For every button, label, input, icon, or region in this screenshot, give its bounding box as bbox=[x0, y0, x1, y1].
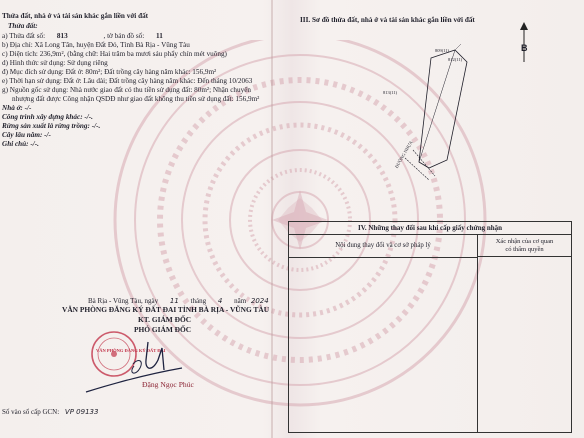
trees-line: Cây lâu năm: -/- bbox=[2, 131, 51, 139]
date-year-label: năm bbox=[234, 297, 247, 305]
construction-line: Công trình xây dựng khác: -/-. bbox=[2, 113, 93, 121]
left-section-title: Thửa đất, nhà ở và tài sản khác gắn liền với đất bbox=[2, 12, 149, 20]
registry-line bbox=[2, 408, 98, 416]
area-line: c) Diện tích: 236,9m², (bằng chữ: Hai trăm ba mươi sáu phẩy chín mét vuông) bbox=[2, 50, 227, 58]
parcel-number-value: 813 bbox=[56, 32, 68, 40]
origin-line: g) Nguồn gốc sử dụng: Nhà nước giao đất có thu tiền sử dụng đất: 80m²; Nhận chuyển bbox=[2, 86, 251, 94]
map-label-809: 809(11) bbox=[435, 48, 450, 53]
map-label-812: 812(11) bbox=[448, 57, 463, 62]
changes-table bbox=[288, 221, 572, 433]
date-year: 2024 bbox=[250, 297, 269, 305]
page-fold bbox=[271, 0, 273, 438]
parcel-number-line bbox=[2, 32, 163, 40]
origin-line-2: nhượng đất được Công nhận QSDĐ như giao đất không thu tiền sử dụng đất: 156,9m² bbox=[12, 95, 260, 103]
forest-line: Rừng sản xuất là rừng trồng: -/-. bbox=[2, 122, 101, 130]
map-label-813: 813(11) bbox=[383, 90, 398, 95]
changes-table-col-confirm bbox=[478, 235, 571, 257]
handwritten-signature bbox=[78, 330, 188, 400]
north-label: B bbox=[521, 43, 528, 53]
map-sheet-label: , tờ bản đồ số: bbox=[103, 32, 145, 40]
usage-purpose-line: đ) Mục đích sử dụng: Đất ở: 80m²; Đất trồng cây hàng năm khác: 156,9m² bbox=[2, 68, 217, 76]
changes-table-divider bbox=[477, 257, 478, 432]
stamp-text: VĂN PHÒNG ĐĂNG KÝ ĐẤT ĐAI bbox=[96, 348, 166, 353]
usage-term-line: e) Thời hạn sử dụng: Đất ở: Lâu dài; Đất trồng cây hàng năm khác: Đến tháng 10/2063 bbox=[2, 77, 253, 85]
date-place: Bà Rịa - Vũng Tàu, ngày bbox=[88, 297, 159, 305]
changes-table-col-confirm-line2: có thẩm quyền bbox=[505, 246, 544, 253]
date-line bbox=[88, 297, 269, 305]
house-line: Nhà ở: -/- bbox=[2, 104, 32, 112]
parcel-number-label: a) Thửa đất số: bbox=[2, 32, 46, 40]
signer-name: Đặng Ngọc Phúc bbox=[142, 380, 194, 389]
right-section-title: III. Sơ đồ thửa đất, nhà ở và tài sản khác gắn liền với đất bbox=[300, 16, 475, 24]
note-line: Ghi chú: -/-. bbox=[2, 140, 39, 148]
map-sheet-value: 11 bbox=[156, 32, 163, 40]
kt-director: KT. GIÁM ĐỐC bbox=[138, 315, 192, 324]
parcel-subtitle: Thửa đất: bbox=[8, 22, 38, 30]
date-day: 11 bbox=[169, 297, 179, 305]
registry-label: Số vào sổ cấp GCN: bbox=[2, 408, 60, 416]
date-month: 4 bbox=[217, 297, 223, 305]
date-month-label: tháng bbox=[190, 297, 207, 305]
changes-table-col-content: Nội dung thay đổi và cơ sở pháp lý bbox=[289, 235, 478, 258]
parcel-sketch bbox=[395, 40, 475, 180]
registry-value: VP 09133 bbox=[64, 408, 99, 416]
changes-table-col-confirm-line1: Xác nhận của cơ quan bbox=[495, 238, 554, 245]
issuing-office: VĂN PHÒNG ĐĂNG KÝ ĐẤT ĐAI TỈNH BÀ RỊA - VŨNG TÀU bbox=[62, 305, 270, 314]
usage-form-line: d) Hình thức sử dụng: Sử dụng riêng bbox=[2, 59, 108, 67]
changes-table-title: IV. Những thay đổi sau khi cấp giấy chứng nhận bbox=[289, 222, 571, 235]
map-label-road: ĐƯỜNG NHỰA bbox=[393, 139, 414, 169]
deputy-director: PHÓ GIÁM ĐỐC bbox=[134, 325, 192, 334]
address-line: b) Địa chỉ: Xã Long Tân, huyện Đất Đỏ, Tỉnh Bà Rịa - Vũng Tàu bbox=[2, 41, 190, 49]
